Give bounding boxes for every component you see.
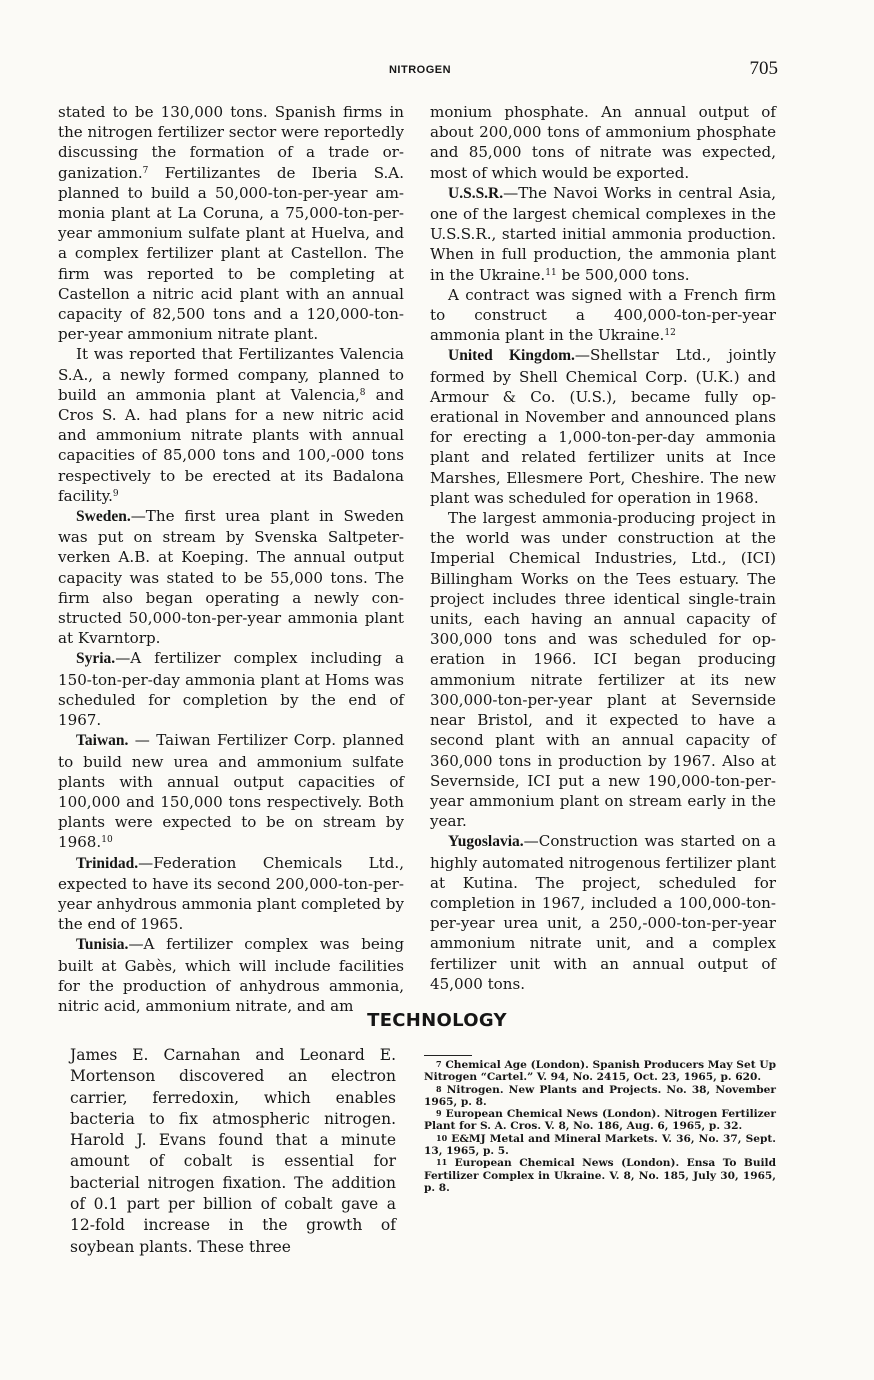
paragraph-tunisia-cont (430, 102, 776, 183)
paragraph-taiwan (58, 730, 404, 852)
footnote-text: E&MJ Metal and Mineral Markets. V. 36, No. 37, Sept. 13, 1965, p. 5. (424, 1132, 776, 1158)
paragraph-text: be 500,000 tons. (556, 265, 690, 284)
footnote-text: Nitrogen. New Plants and Projects. No. 38, November 1965, p. 8. (424, 1083, 776, 1108)
footnote (424, 1059, 776, 1084)
paragraph-trinidad (58, 853, 404, 935)
footnote-ref: 12 (664, 328, 676, 339)
footnote-text: European Chemical News (London). Nitrogen Fertilizer Plant for S. A. Cros. V. 8, No. 186, Aug. 6, 1965, p. 32. (424, 1108, 776, 1133)
footnote (424, 1084, 776, 1109)
country-name: United Kingdom. (448, 347, 575, 365)
country-name: Syria. (76, 650, 116, 668)
paragraph-text: The largest ammonia-producing project in the world was under construction at the Imperial Chemical Industries, Ltd., (ICI) Billingham Works on the Tees estuary. The project includes three identical single-train units, each having an annual capacity of 300,000 tons and was scheduled for operation in 1966. ICI began producing ammonium nitrate fertilizer at its new 300,000-ton-per-year plant at Severnside near Bristol, and it expected to have a second plant with an annual capacity of 360,000 tons in production by 1967. Also at Severnside, ICI put a new 190,000-ton-per-year ammonium plant on stream early in the year. (430, 509, 776, 831)
footnote-ref: 9 (112, 488, 119, 499)
page-number: 705 (749, 58, 778, 79)
paragraph-text: — Taiwan Fertilizer Corp. planned to build new urea and ammonium sulfate plants with annual output capacities of 100,000 and 150,000 tons respectively. Both plants were expected to be on stream by 1968. (58, 731, 404, 852)
footnote (424, 1157, 776, 1194)
country-name: Tunisia. (76, 936, 129, 954)
footnote (424, 1133, 776, 1158)
footnote-ref: 8 (359, 387, 366, 398)
footnote-text: European Chemical News (London). Ensa To Build Fertilizer Complex in Ukraine. V. 8, No. 185, July 30, 1965, p. 8. (424, 1157, 776, 1194)
footnote-number: 10 (436, 1132, 448, 1143)
paragraph-technology: James E. Carnahan and Leonard E. Mortenson discovered an electron carrier, ferredoxin, which enables bacteria to fix atmospheric nitrogen. Harold J. Evans found that a minute amount of cobalt is essential for bacterial nitrogen fixation. The addition of 0.1 part per billion of cobalt gave a 12-fold increase in the growth of soybean plants. These three (70, 1046, 396, 1256)
footnote-ref: 7 (142, 165, 149, 176)
paragraph-french-contract (430, 285, 776, 346)
left-column (58, 102, 404, 1016)
paragraph-spain-cont (58, 102, 404, 344)
paragraph-yugoslavia (430, 831, 776, 994)
paragraph-syria (58, 648, 404, 730)
paragraph-text: —The Navoi Works in central Asia, one of the largest chemical complexes in the U.S.S.R., started initial ammonia production. When in full production, the ammonia plant in the Ukraine. (430, 183, 776, 284)
footnote-ref: 11 (545, 267, 557, 278)
paragraph-text: —A fertilizer complex was being built at Gabès, which will include facilities for the production of anhydrous ammonia, nitric acid, ammonium nitrate, and am (58, 935, 404, 1015)
footnote (424, 1108, 776, 1133)
country-name: Taiwan. (76, 732, 129, 750)
right-column (430, 102, 776, 994)
paragraph-text: —Federation Chemicals Ltd., expected to have its second 200,000-ton-per-year anhydrous ammonia plant completed by the end of 1965. (58, 853, 404, 934)
country-name: U.S.S.R. (448, 184, 504, 202)
country-name: Trinidad. (76, 854, 139, 872)
paragraph-text: A contract was signed with a French firm to construct a 400,000-ton-per-year ammonia plant in the Ukraine. (430, 285, 776, 345)
paragraph-tunisia (58, 934, 404, 1016)
running-head: NITROGEN (388, 64, 452, 76)
paragraph-text: —The first urea plant in Sweden was put on stream by Svenska Saltpeterverken A.B. at Koeping. The annual output capacity was stated to be 55,000 tons. The firm also began operating a newly constructed 50,000-ton-per-year ammonia plant at Kvarntorp. (58, 507, 404, 648)
paragraph-ici (430, 508, 776, 831)
paragraph-sweden (58, 506, 404, 648)
paragraph-united-kingdom (430, 345, 776, 508)
paragraph-text: —A fertilizer complex including a 150-ton-per-day ammonia plant at Homs was scheduled for completion by the end of 1967. (58, 649, 404, 730)
paragraph-text: monium phosphate. An annual output of about 200,000 tons of ammonium phosphate and 85,000 tons of nitrate was expected, most of which would be exported. (430, 103, 776, 182)
paragraph-ussr (430, 183, 776, 285)
section-heading-technology: TECHNOLOGY (367, 1010, 507, 1031)
country-name: Yugoslavia. (448, 833, 524, 851)
paragraph-text: —Shellstar Ltd., jointly formed by Shell Chemical Corp. (U.K.) and Armour & Co. (U.S.), became fully operational in November and announced plans for erecting a 1,000-ton-per-day ammonia plant and related fertilizer units at Ince Marshes, Ellesmere Port, Cheshire. The new plant was scheduled for operation in 1968. (430, 346, 776, 507)
paragraph-valencia (58, 344, 404, 506)
paragraph-text: Fertilizantes de Iberia S.A. planned to build a 50,000-ton-per-year ammonia plant at La Coruna, a 75,000-ton-per-year ammonium sulfate plant at Huelva, and a complex fertilizer plant at Castellon. The firm was reported to be completing at Castellon a nitric acid plant with an annual capacity of 82,500 tons and a 120,000-ton-per-year ammonium nitrate plant. (58, 163, 404, 344)
footnote-text: Chemical Age (London). Spanish Producers May Set Up Nitrogen “Cartel.” V. 94, No. 2415, Oct. 23, 1965, p. 620. (424, 1059, 776, 1084)
footnotes (424, 1059, 776, 1194)
paragraph-text: It was reported that Fertilizantes Valencia S.A., a newly formed company, planned to build an ammonia plant at Valencia, (58, 345, 404, 404)
footnote-number: 7 (436, 1059, 442, 1069)
paragraph-text: stated to be 130,000 tons. Spanish firms in the nitrogen fertilizer sector were reportedly discussing the formation of a trade organization. (58, 103, 404, 182)
footnote-number: 11 (436, 1157, 448, 1168)
country-name: Sweden. (76, 508, 131, 526)
paragraph-text: and Cros S. A. had plans for a new nitric acid and ammonium nitrate plants with annual capacities of 85,000 tons and 100,-000 tons respectively to be erected at its Badalona facility. (58, 385, 404, 505)
footnote-number: 8 (436, 1083, 442, 1094)
footnote-divider (424, 1055, 472, 1056)
paragraph-text: —Construction was started on a highly automated nitrogenous fertilizer plant at Kutina. The project, scheduled for completion in 1967, included a 100,000-ton-per-year urea unit, a 250,-000-ton-per-year ammonium nitrate unit, and a complex fertilizer unit with an annual output of 45,000 tons. (430, 832, 776, 993)
footnote-ref: 10 (101, 835, 113, 846)
footnote-number: 9 (436, 1108, 442, 1119)
